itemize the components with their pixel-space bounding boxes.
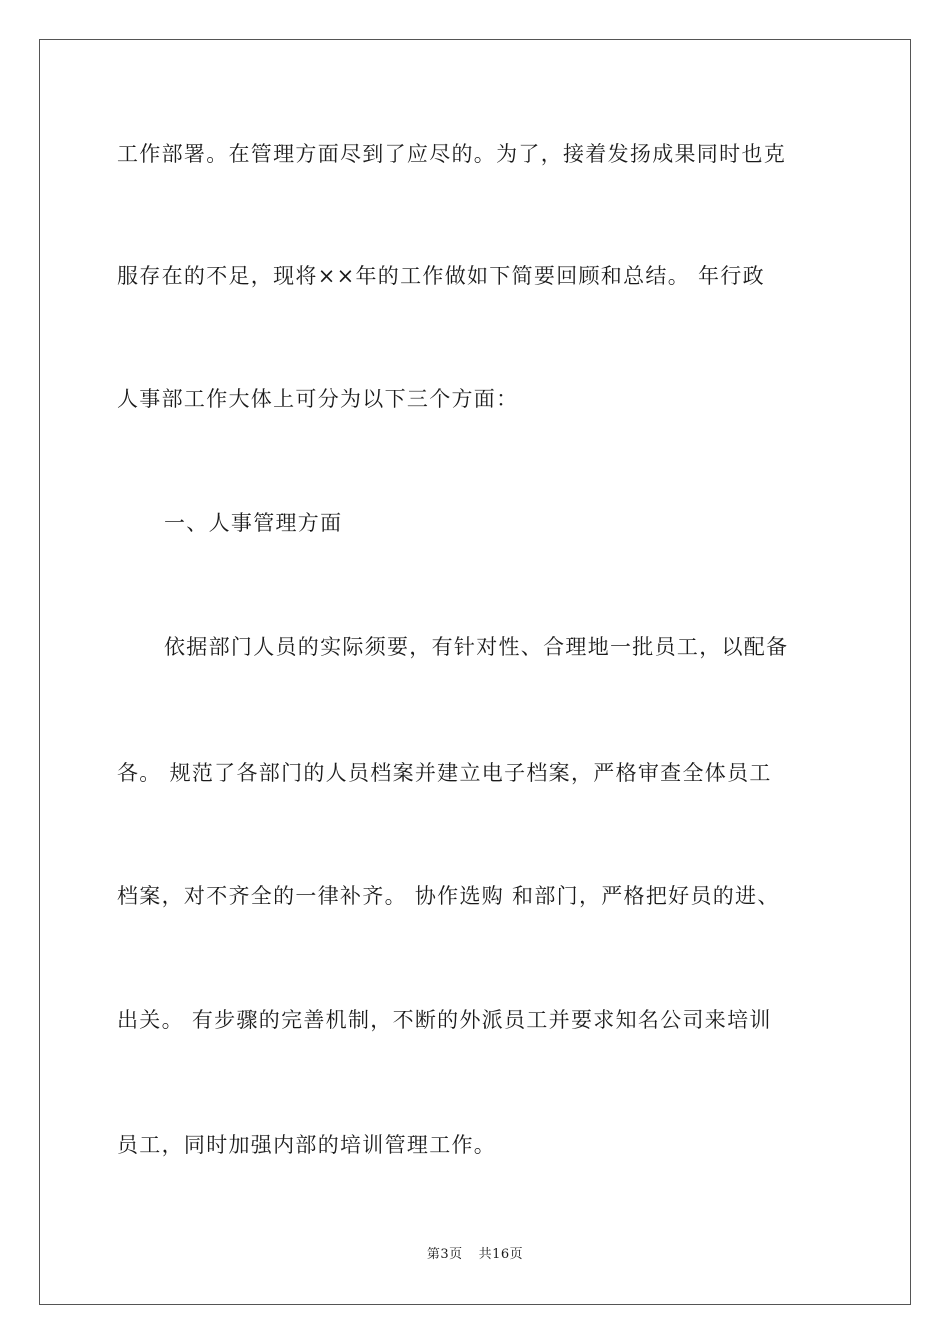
body-text-line-5: 依据部门人员的实际须要，有针对性、合理地一批员工，以配备 [164, 635, 789, 659]
body-text-line-2: 服存在的不足，现将××年的工作做如下简要回顾和总结。 年行政 [117, 264, 765, 288]
body-text-line-3: 人事部工作大体上可分为以下三个方面： [117, 387, 519, 411]
page-total: 共16页 [478, 1247, 524, 1262]
body-text-line-9: 员工，同时加强内部的培训管理工作。 [117, 1133, 497, 1157]
page-number: 第3页 [426, 1247, 463, 1262]
body-text-line-8: 出关。 有步骤的完善机制，不断的外派员工并要求知名公司来培训 [117, 1008, 772, 1032]
page-border [39, 39, 911, 1305]
body-text-line-6: 各。 规范了各部门的人员档案并建立电子档案，严格审查全体员工 [117, 761, 772, 785]
body-text-line-1: 工作部署。在管理方面尽到了应尽的。为了，接着发扬成果同时也克 [117, 142, 786, 166]
section-heading: 一、人事管理方面 [164, 511, 343, 535]
body-text-line-7: 档案，对不齐全的一律补齐。 协作选购 和部门，严格把好员的进、 [117, 884, 780, 908]
page-footer [0, 1246, 950, 1264]
